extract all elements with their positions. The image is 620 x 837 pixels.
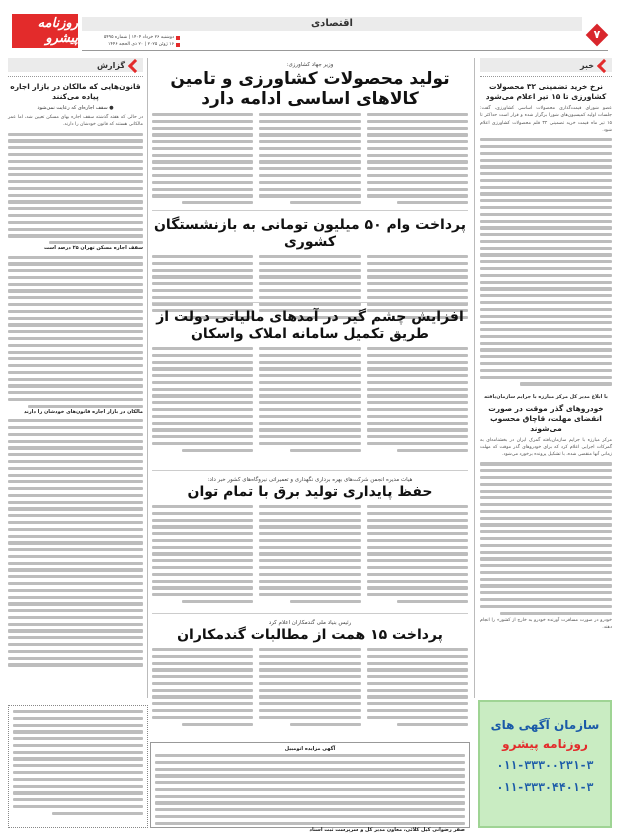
- article-body-text: [480, 138, 612, 385]
- date-info: [84, 34, 180, 48]
- news-headline-2[interactable]: خودروهای گذر موقت در صورت انقضای مهلت، قاچاق محسوب می‌شوند: [488, 403, 604, 433]
- masthead: [12, 14, 608, 54]
- chevron-left-icon: [128, 59, 140, 71]
- news-section-label: خبر: [579, 60, 594, 70]
- report-column: [8, 58, 148, 698]
- ad-phone-2[interactable]: ۰۱۱-۳۳۳۰۴۴۰۱-۳: [496, 780, 594, 794]
- article-kicker: هیات مدیره انجمن شرکت‌های بهره برداری نگهداری و تعمیراتی نیروگاه‌های کشور خبر داد:: [207, 477, 413, 483]
- divider: [8, 76, 143, 77]
- article-body-text: [152, 347, 253, 452]
- chevron-left-icon: [597, 59, 609, 71]
- news-column: [474, 58, 612, 698]
- ad-title: سازمان آگهی های: [490, 718, 600, 732]
- news-kicker-2: با ابلاغ مدیر کل مرکز مبارزه با جرایم سازمان‌یافته: [484, 393, 608, 400]
- news-lead-1: عضو شورای قیمت‌گذاری محصولات اساسی کشاورزی، گفت: جلسات اولیه کمیسیون‌های شورا برگزار شده و قرار است حداکثر تا ۱۵ تیر ماه قیمت خرید تضمینی ۳۲ قلم محصولات کشاورزی اعلام شود.: [480, 106, 612, 133]
- center-articles: [152, 58, 468, 743]
- article-body-text: [367, 347, 468, 452]
- article-body-text: [152, 113, 253, 204]
- article-power-generation: [152, 470, 468, 603]
- date-line-1: دوشنبه ۲۶ خرداد ۱۴۰۴ | شماره ۵۴۹۵: [103, 35, 174, 40]
- article-tax-revenue: [152, 302, 468, 452]
- article-body-text: [259, 648, 360, 726]
- news-tail-2: خودرو در صورت مسافرت آورنده خودرو به خارج از کشور» را انجام دهند.: [480, 617, 612, 631]
- article-body-text: [8, 256, 143, 408]
- page-number: ۷: [593, 28, 601, 41]
- article-kicker: وزیر جهاد کشاورزی:: [286, 62, 334, 68]
- report-headline[interactable]: قانون‌هایی که مالکان در بازار اجاره پیاده می‌کنند: [10, 82, 141, 101]
- article-body-text: [480, 462, 612, 614]
- article-headline[interactable]: افزایش چشم گیر در آمدهای مالیاتی دولت از طریق تکمیل سامانه املاک واسکان: [156, 309, 464, 342]
- advertisement-box[interactable]: [478, 700, 612, 828]
- page-number-badge: [586, 24, 608, 46]
- report-subhead-1: سقف اجاره مسکن تهران ۲۵ درصد است: [43, 245, 143, 252]
- ad-brand: روزنامه پیشرو: [502, 737, 588, 751]
- divider: [480, 76, 612, 77]
- article-body-text: [367, 505, 468, 603]
- article-body-text: [259, 113, 360, 204]
- article-body-text: [367, 113, 468, 204]
- report-subtitle: ● سقف اجاره‌ای که رعایت نمی‌شود: [37, 105, 114, 111]
- article-kicker: رئیس بنیاد ملی گندمکاران اعلام کرد: [268, 620, 352, 626]
- bullet-square-icon: [176, 43, 180, 47]
- newspaper-logo[interactable]: روزنامه پیشرو: [12, 14, 78, 48]
- article-body-text: [152, 505, 253, 603]
- report-lead: در حالی که هفته گذشته سقف اجاره بهای مسکن تعیین شد، اما عمر مالکانی هستند که قانون خودشان را دارند.: [8, 115, 143, 128]
- report-section-header: [8, 58, 143, 72]
- article-headline[interactable]: تولید محصولات کشاورزی و تامین کالاهای اساسی ادامه دارد: [170, 69, 450, 109]
- notice-body-text: [13, 710, 143, 815]
- article-body-text: [367, 648, 468, 726]
- article-body-text: [259, 347, 360, 452]
- news-headline-1[interactable]: نرخ خرید تضمینی ۳۲ محصولات کشاورزی تا ۱۵ تیر اعلام می‌شود: [485, 82, 607, 101]
- article-body-text: [259, 505, 360, 603]
- article-body-text: [8, 133, 143, 245]
- article-body-text: [8, 419, 143, 666]
- article-body-text: [152, 648, 253, 726]
- notice-signature: صفر رضوانی کیل کلائی، معاون مدیر کل و سرپرست ثبت اسناد: [309, 827, 465, 833]
- side-notice-box: [8, 705, 148, 828]
- section-title: اقتصادی: [82, 17, 582, 31]
- article-wheat-farmers: [152, 613, 468, 726]
- auction-notice: [150, 742, 470, 833]
- bullet-square-icon: [176, 36, 180, 40]
- ad-phone-1[interactable]: ۰۱۱-۳۳۳۰۰۲۳۱-۳: [496, 758, 594, 772]
- article-headline[interactable]: حفظ پایداری تولید برق با تمام توان: [187, 484, 433, 500]
- news-lead-2: مرکز مبارزه با جرایم سازمان‌یافته گمرک ایران در بخشنامه‌ای به گمرکات اجرایی اعلام کرد که برای خودروهای گذر موقت که مهلت زمانی آنها منقضی شده، با تشکیل پرونده برخورد می‌شود.: [480, 437, 612, 458]
- notice-body-text: [155, 754, 465, 825]
- masthead-divider: [82, 50, 608, 51]
- date-line-2: ۱۶ ژوئن ۲۰۲۵ | ۲۰ ذی الحجه ۱۴۴۶: [108, 42, 174, 47]
- news-section-header: [480, 58, 612, 72]
- article-headline[interactable]: پرداخت وام ۵۰ میلیون تومانی به بازنشستگان کشوری: [153, 217, 466, 250]
- report-subhead-2: مالکان در بازار اجاره قانون‌های خودشان را دارند: [23, 408, 143, 415]
- article-agriculture: [152, 62, 468, 204]
- notice-title: آگهی مزایده اتومبیل: [284, 746, 336, 752]
- article-headline[interactable]: پرداخت ۱۵ همت از مطالبات گندمکاران: [177, 627, 443, 643]
- report-section-label: گزارش: [96, 60, 125, 70]
